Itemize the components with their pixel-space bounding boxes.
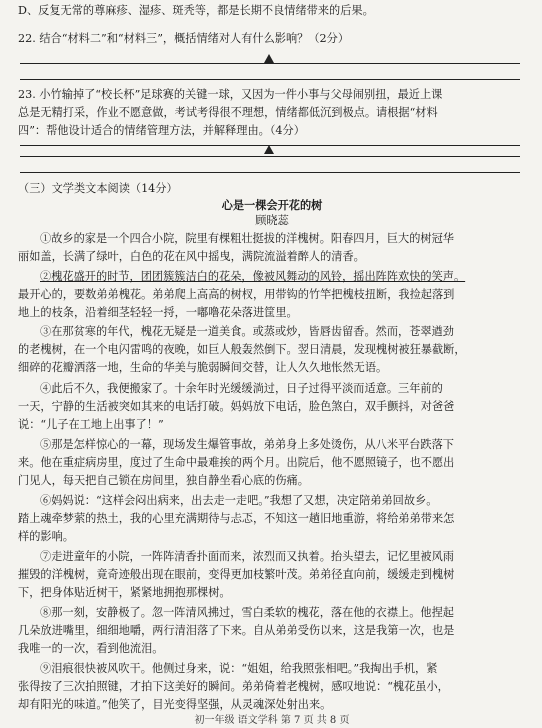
paragraph-5-line: 来。他在重症病房里，度过了生命中最难挨的两个月。出院后，他不愿照镜子，也不愿出 bbox=[18, 456, 455, 469]
question-22: 22. 结合“材料二”和“材料三”，概括情绪对人有什么影响？（2分） bbox=[18, 32, 350, 45]
question-23-line-3: 四”：帮他设计适合的情绪管理方法，并解释理由。（4分） bbox=[18, 124, 305, 137]
paragraph-6-line: ⑥妈妈说：“这样会闷出病来，出去走一走吧。”我想了又想，决定陪弟弟回故乡。 bbox=[40, 494, 438, 507]
paragraph-7-line: 下，把身体贴近树干，紧紧地拥抱那棵树。 bbox=[18, 586, 231, 599]
paragraph-7-line: 摧毁的洋槐树，竟奇迹般出现在眼前，变得更加枝繁叶茂。弟弟径直向前，缓缓走到槐树 bbox=[18, 568, 455, 581]
paragraph-6-line: 踏上魂牵梦萦的热土，我的心里充满期待与忐忑，不知这一趟旧地重游，将给弟弟带来怎 bbox=[18, 512, 455, 525]
paragraph-5-line: ⑤那是怎样惊心的一幕，现场发生爆管事故，弟弟身上多处烫伤，从八米平台跌落下 bbox=[40, 438, 454, 451]
answer-divider-marker bbox=[264, 145, 274, 154]
paragraph-8-line: 几朵放进嘴里，细细地嚼，两行清泪落了下来。自从弟弟受伤以来，这是我第一次，也是 bbox=[18, 624, 455, 637]
paragraph-9-line: ⑨泪痕很快被风吹干。他侧过身来，说：“姐姐，给我照张相吧。”我掏出手机，紧 bbox=[40, 662, 438, 675]
question-23-line-2: 总是无精打采，作业不愿意做，考试考得很不理想，情绪都低沉到极点。请根据“材料 bbox=[18, 106, 438, 119]
paragraph-6-line: 样的影响。 bbox=[18, 530, 74, 543]
paragraph-1-line: 丽如盖，长满了绿叶，白色的花在风中摇曳，满院流溢着醉人的清香。 bbox=[18, 250, 365, 263]
section-heading: （三）文学类文本阅读（14分） bbox=[18, 182, 178, 195]
paragraph-5-line: 门见人，每天把自己锁在房间里，独自静坐看心底的伤痛。 bbox=[18, 474, 309, 487]
paragraph-9-line: 张得按了三次拍照键，才拍下这美好的瞬间。弟弟倚着老槐树，感叹地说：“槐花虽小， bbox=[18, 680, 449, 693]
article-title: 心是一棵会开花的树 bbox=[221, 198, 323, 212]
paragraph-2-line: ②槐花盛开的时节，团团簇簇洁白的花朵，像被风舞动的风铃，摇出阵阵欢快的笑声。 bbox=[40, 270, 466, 283]
paragraph-2-line: 最开心的，要数弟弟槐花。弟弟爬上高高的树杈，用带钩的竹竿把槐枝扭断，我捡起落到 bbox=[18, 288, 455, 301]
paragraph-4-line: 一天，宁静的生活被突如其来的电话打破。妈妈放下电话，脸色煞白，双手颤抖，对爸爸 bbox=[18, 400, 455, 413]
paragraph-8-line: 我唯一的一次，看到他流泪。 bbox=[18, 642, 164, 655]
answer-line bbox=[20, 156, 520, 157]
option-d-text: D、反复无常的尊麻疹、湿疹、斑秃等，都是长期不良情绪带来的后果。 bbox=[18, 4, 374, 17]
question-23-line-1: 23. 小竹输掉了“校长杯”足球赛的关键一球，又因为一件小事与父母闹别扭，最近上课 bbox=[18, 88, 443, 101]
answer-line bbox=[20, 79, 520, 80]
answer-line bbox=[20, 172, 520, 173]
paragraph-7-line: ⑦走进童年的小院，一阵阵清香扑面而来，浓烈而又执着。抬头望去，记忆里被风雨 bbox=[40, 550, 454, 563]
paragraph-3-line: 细碎的花瓣洒落一地，生命的华美与脆弱瞬间交替，让人久久地怅然无语。 bbox=[18, 361, 388, 374]
answer-line bbox=[20, 63, 520, 64]
paragraph-8-line: ⑧那一刻，安静极了。忽一阵清风拂过，雪白柔软的槐花，落在他的衣襟上。他捏起 bbox=[40, 606, 454, 619]
paragraph-3-line: ③在那贫寒的年代，槐花无疑是一道美食。或蒸或炒，皆唇齿留香。然而，苍翠遒劲 bbox=[40, 325, 454, 338]
answer-divider-marker bbox=[264, 54, 274, 63]
paragraph-3-line: 的老槐树，在一个电闪雷鸣的夜晚，如巨人般轰然倒下。翌日清晨，发现槐树被狂暴截断， bbox=[18, 343, 466, 356]
page-footer: 初一年级 语文学科 第 7 页 共 8 页 bbox=[194, 715, 350, 726]
paragraph-4-line: 说：“儿子在工地上出事了！” bbox=[18, 418, 164, 431]
paragraph-9-line: 却有阳光的味道。”他笑了，目光变得坚强，从灵魂深处射出来。 bbox=[18, 698, 332, 711]
article-author: 顾晓蕊 bbox=[255, 214, 289, 227]
paragraph-1-line: ①故乡的家是一个四合小院，院里有棵粗壮挺拔的洋槐树。阳春四月，巨大的树冠华 bbox=[40, 232, 454, 245]
paragraph-4-line: ④此后不久，我便搬家了。十余年时光缓缓淌过，日子过得平淡而适意。三年前的 bbox=[40, 382, 443, 395]
paragraph-2-line: 地上的枝条，沿着细茎轻轻一捋，一嘟噜花朵落进筐里。 bbox=[18, 306, 298, 319]
